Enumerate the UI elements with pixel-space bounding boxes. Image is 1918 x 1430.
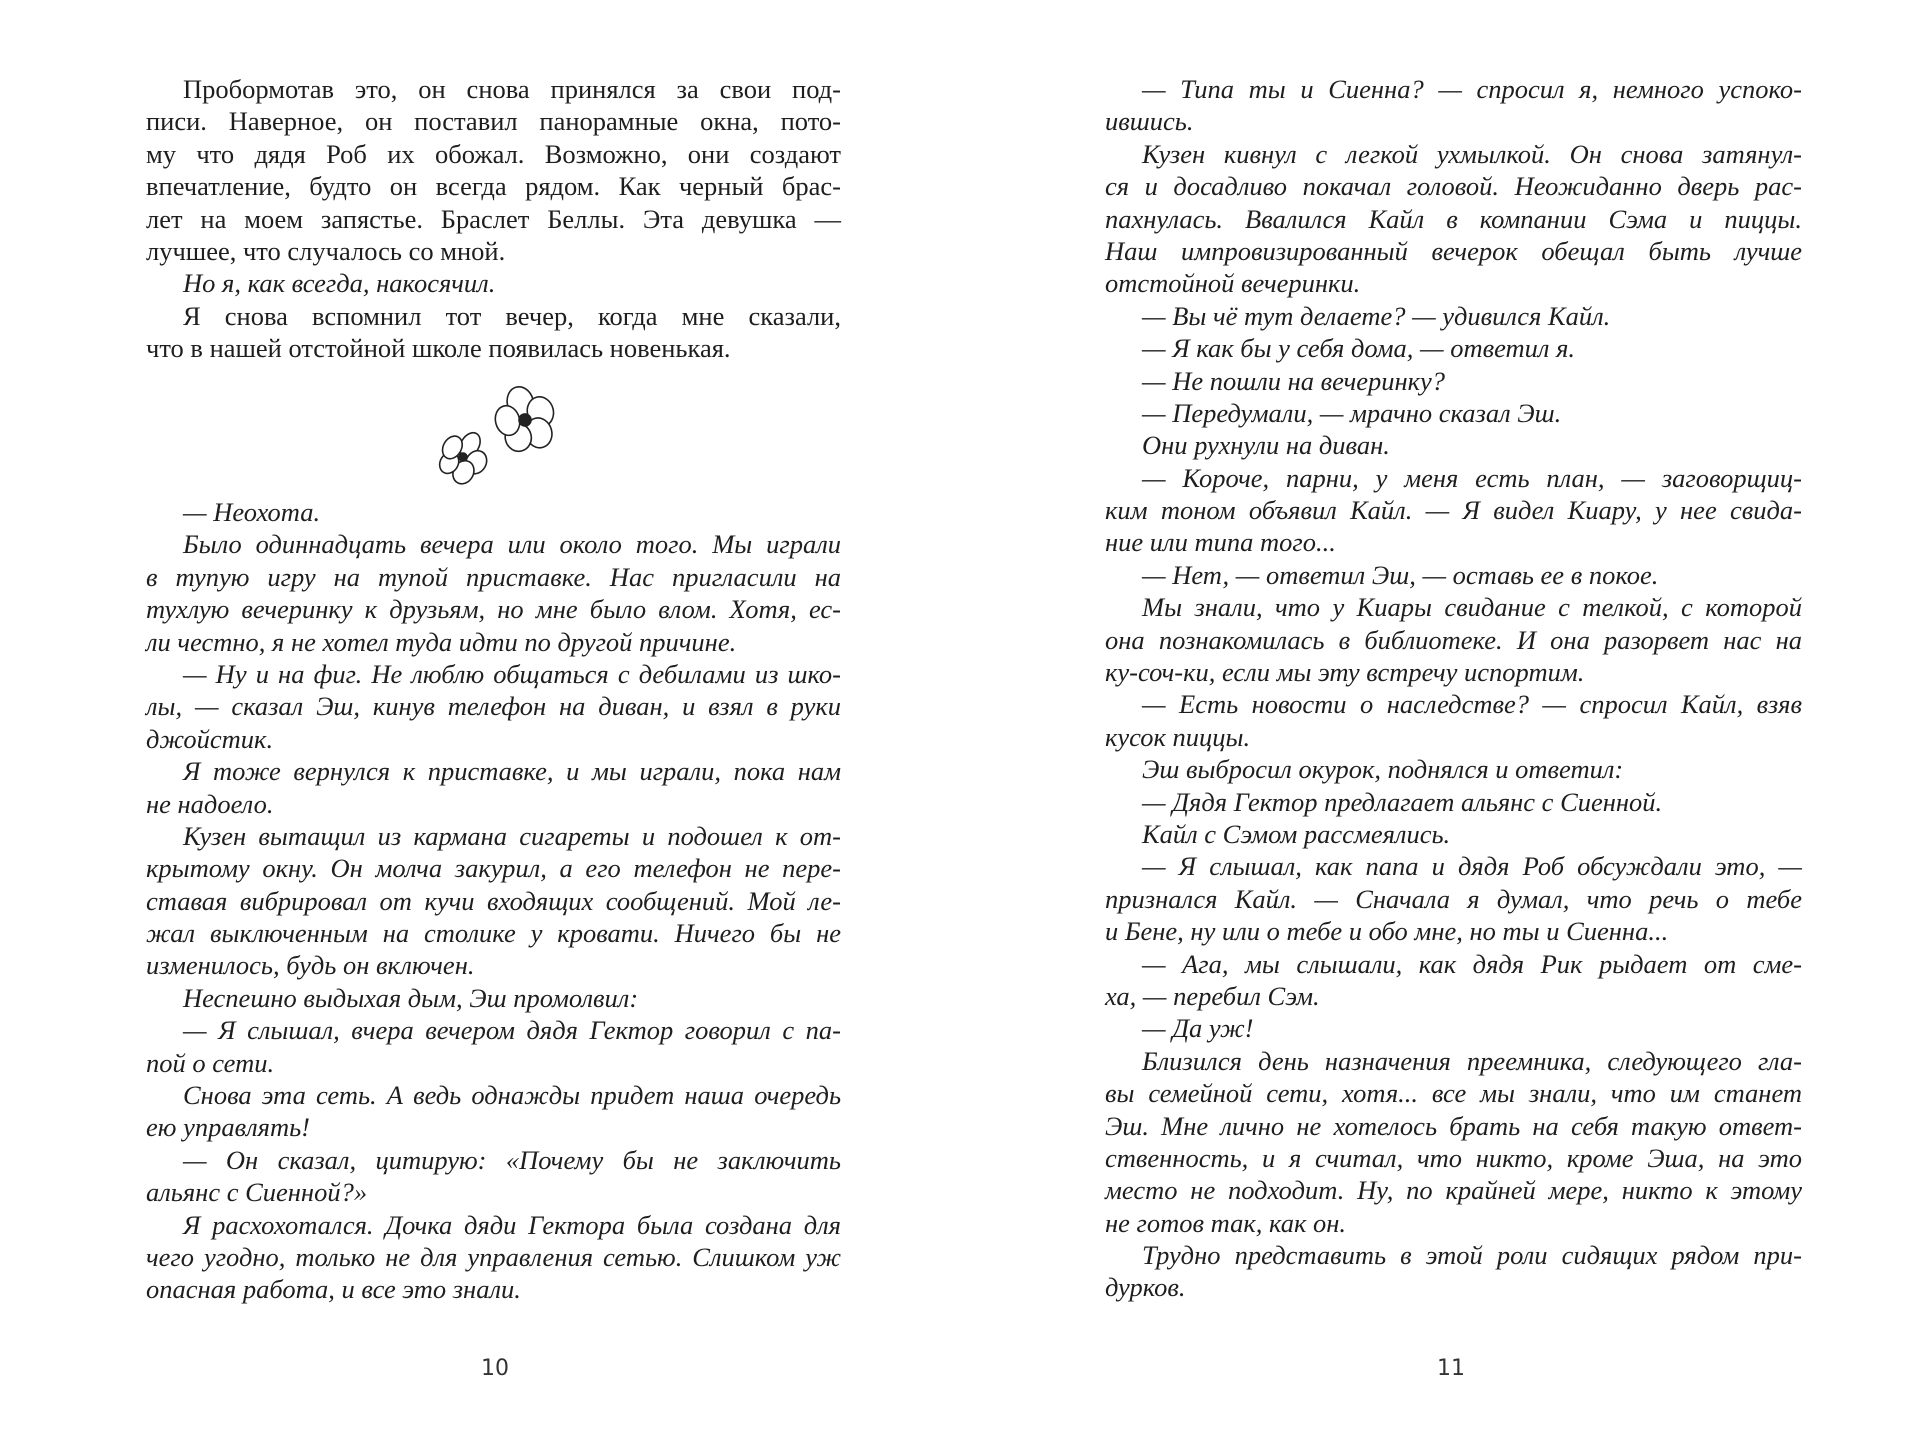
text-line: — Я слышал, как папа и дядя Роб обсуждали это, — <box>1142 851 1802 882</box>
text-line: ставая вибрировал от кучи входящих сообщений. Мой ле- <box>146 885 841 916</box>
text-line: Трудно представить в этой роли сидящих рядом при- <box>1142 1240 1802 1271</box>
text-line: — Передумали, — мрачно сказал Эш. <box>1142 397 1562 428</box>
text-line: отстойной вечеринки. <box>1105 268 1361 299</box>
text-line: лет на моем запястье. Браслет Беллы. Эта девушка — <box>146 203 841 234</box>
paragraph <box>146 820 841 982</box>
paragraph <box>1105 429 1802 461</box>
text-line: крытому окну. Он молча закурил, а его телефон не пере- <box>146 853 841 884</box>
text-line: пой о сети. <box>146 1047 275 1078</box>
text-line: ли честно, я не хотел туда идти по другой причине. <box>146 626 737 657</box>
text-line: — Короче, парни, у меня есть план, — заговорщиц- <box>1142 462 1802 493</box>
paragraph <box>1105 753 1802 785</box>
paragraph <box>1105 365 1802 397</box>
text-line: Я тоже вернулся к приставке, и мы играли, пока нам <box>183 756 841 787</box>
paragraph <box>146 300 841 365</box>
flower-ornament-icon <box>425 385 575 485</box>
text-line: в тупую игру на тупой приставке. Нас пригласили на <box>146 561 841 592</box>
text-line: Наш импровизированный вечерок обещал быть лучше <box>1105 235 1802 266</box>
paragraph <box>1105 300 1802 332</box>
text-line: впечатление, будто он всегда рядом. Как черный брас- <box>146 171 841 202</box>
text-line: ние или типа того... <box>1105 527 1336 558</box>
paragraph <box>1105 850 1802 947</box>
text-line: Эш выбросил окурок, поднялся и ответил: <box>1142 754 1624 785</box>
text-line: Близился день назначения преемника, следующего гла- <box>1142 1045 1802 1076</box>
text-line: ку-соч-ки, если мы эту встречу испортим. <box>1105 657 1585 688</box>
text-line: жал выключенным на столике у кровати. Ничего бы не <box>146 918 841 949</box>
paragraph <box>1105 73 1802 138</box>
text-line: — Да уж! <box>1142 1013 1254 1044</box>
paragraph <box>1105 1012 1802 1044</box>
text-line: вы семейной сети, хотя... все мы знали, что им станет <box>1105 1078 1802 1109</box>
text-line: писи. Наверное, он поставил панорамные окна, пото- <box>146 106 841 137</box>
text-line: дурков. <box>1105 1272 1186 1303</box>
paragraph <box>146 1079 841 1144</box>
text-line: Было одиннадцать вечера или около того. Мы играли <box>183 529 841 560</box>
paragraph <box>1105 1045 1802 1239</box>
text-line: лы, — сказал Эш, кинув телефон на диван, и взял в руки <box>146 691 841 722</box>
paragraph <box>1105 948 1802 1013</box>
text-line: — Не пошли на вечеринку? <box>1142 365 1446 396</box>
text-line: Кайл с Сэмом рассмеялись. <box>1142 818 1451 849</box>
paragraph <box>1105 688 1802 753</box>
text-line: что в нашей отстойной школе появилась новенькая. <box>146 333 731 364</box>
text-line: джойстик. <box>146 723 274 754</box>
paragraph <box>146 267 841 299</box>
paragraph <box>146 1014 841 1079</box>
paragraph <box>1105 559 1802 591</box>
paragraph <box>146 1144 841 1209</box>
right-page-text <box>1105 73 1802 1304</box>
paragraph <box>1105 138 1802 300</box>
text-line: Снова эта сеть. А ведь однажды придет наша очередь <box>183 1080 841 1111</box>
left-page-text-before-break <box>146 73 841 365</box>
paragraph <box>1105 786 1802 818</box>
text-line: пахнулась. Ввалился Кайл в компании Сэма и пиццы. <box>1105 203 1802 234</box>
text-line: — Я как бы у себя дома, — ответил я. <box>1142 333 1576 364</box>
text-line: Я снова вспомнил тот вечер, когда мне сказали, <box>183 300 841 331</box>
text-line: место не подходит. Ну, по крайней мере, никто к этому <box>1105 1175 1802 1206</box>
text-line: ким тоном объявил Кайл. — Я видел Киару, у нее свида- <box>1105 495 1802 526</box>
paragraph <box>146 73 841 267</box>
paragraph <box>146 658 841 755</box>
text-line: Кузен вытащил из кармана сигареты и подошел к от- <box>183 820 841 851</box>
text-line: — Ага, мы слышали, как дядя Рик рыдает от сме- <box>1142 948 1802 979</box>
text-line: чего угодно, только не для управления сетью. Слишком уж <box>146 1241 841 1272</box>
paragraph <box>146 496 841 528</box>
paragraph <box>1105 591 1802 688</box>
page-number-right: 11 <box>1437 1356 1465 1381</box>
text-line: Они рухнули на диван. <box>1142 430 1390 461</box>
text-line: признался Кайл. — Сначала я думал, что речь о тебе <box>1105 883 1802 914</box>
text-line: ственность, и я считал, что никто, кроме Эша, на это <box>1105 1142 1802 1173</box>
text-line: — Типа ты и Сиенна? — спросил я, немного успоко- <box>1142 74 1802 104</box>
text-line: — Неохота. <box>183 497 321 527</box>
text-line: Пробормотав это, он снова принялся за свои под- <box>183 74 841 104</box>
paragraph <box>146 755 841 820</box>
text-line: лучшее, что случалось со мной. <box>146 235 506 266</box>
text-line: ха, — перебил Сэм. <box>1105 980 1320 1011</box>
text-line: ся и досадливо покачал головой. Неожиданно дверь рас- <box>1105 171 1802 202</box>
left-page-text-after-break <box>146 496 841 1306</box>
text-line: тухлую вечеринку к друзьям, но мне было влом. Хотя, ес- <box>146 594 841 625</box>
text-line: не надоело. <box>146 788 274 819</box>
paragraph <box>1105 462 1802 559</box>
text-line: — Ну и на фиг. Не люблю общаться с дебилами из шко- <box>183 658 841 689</box>
text-line: альянс с Сиенной?» <box>146 1177 368 1208</box>
text-line: — Я слышал, вчера вечером дядя Гектор говорил с па- <box>183 1015 841 1046</box>
text-line: му что дядя Роб их обожал. Возможно, они создают <box>146 138 841 169</box>
text-line: изменилось, будь он включен. <box>146 950 475 981</box>
text-line: опасная работа, и все это знали. <box>146 1274 521 1305</box>
paragraph <box>146 982 841 1014</box>
text-line: ившись. <box>1105 106 1194 137</box>
paragraph <box>1105 332 1802 364</box>
text-line: — Вы чё тут делаете? — удивился Кайл. <box>1142 300 1611 331</box>
text-line: Но я, как всегда, накосячил. <box>183 268 496 299</box>
text-line: кусок пиццы. <box>1105 721 1251 752</box>
text-line: Неспешно выдыхая дым, Эш промолвил: <box>183 982 639 1013</box>
text-line: Кузен кивнул с легкой ухмылкой. Он снова затянул- <box>1142 138 1802 169</box>
text-line: и Бене, ну или о тебе и обо мне, но ты и Сиенна... <box>1105 916 1669 947</box>
text-line: — Есть новости о наследстве? — спросил Кайл, взяв <box>1142 689 1802 720</box>
text-line: — Нет, — ответил Эш, — оставь ее в покое. <box>1142 559 1659 590</box>
text-line: ею управлять! <box>146 1112 310 1143</box>
text-line: она познакомилась в библиотеке. И она разорвет нас на <box>1105 624 1802 655</box>
page-number-left: 10 <box>481 1356 509 1381</box>
paragraph <box>146 1209 841 1306</box>
text-line: Я расхохотался. Дочка дяди Гектора была создана для <box>183 1209 841 1240</box>
paragraph <box>1105 818 1802 850</box>
text-line: — Дядя Гектор предлагает альянс с Сиенной. <box>1142 786 1663 817</box>
paragraph <box>146 528 841 658</box>
text-line: — Он сказал, цитирую: «Почему бы не заключить <box>183 1144 841 1175</box>
paragraph <box>1105 397 1802 429</box>
text-line: Мы знали, что у Киары свидание с телкой, с которой <box>1142 592 1802 623</box>
text-line: Эш. Мне лично не хотелось брать на себя такую ответ- <box>1105 1110 1802 1141</box>
paragraph <box>1105 1239 1802 1304</box>
text-line: не готов так, как он. <box>1105 1207 1347 1238</box>
